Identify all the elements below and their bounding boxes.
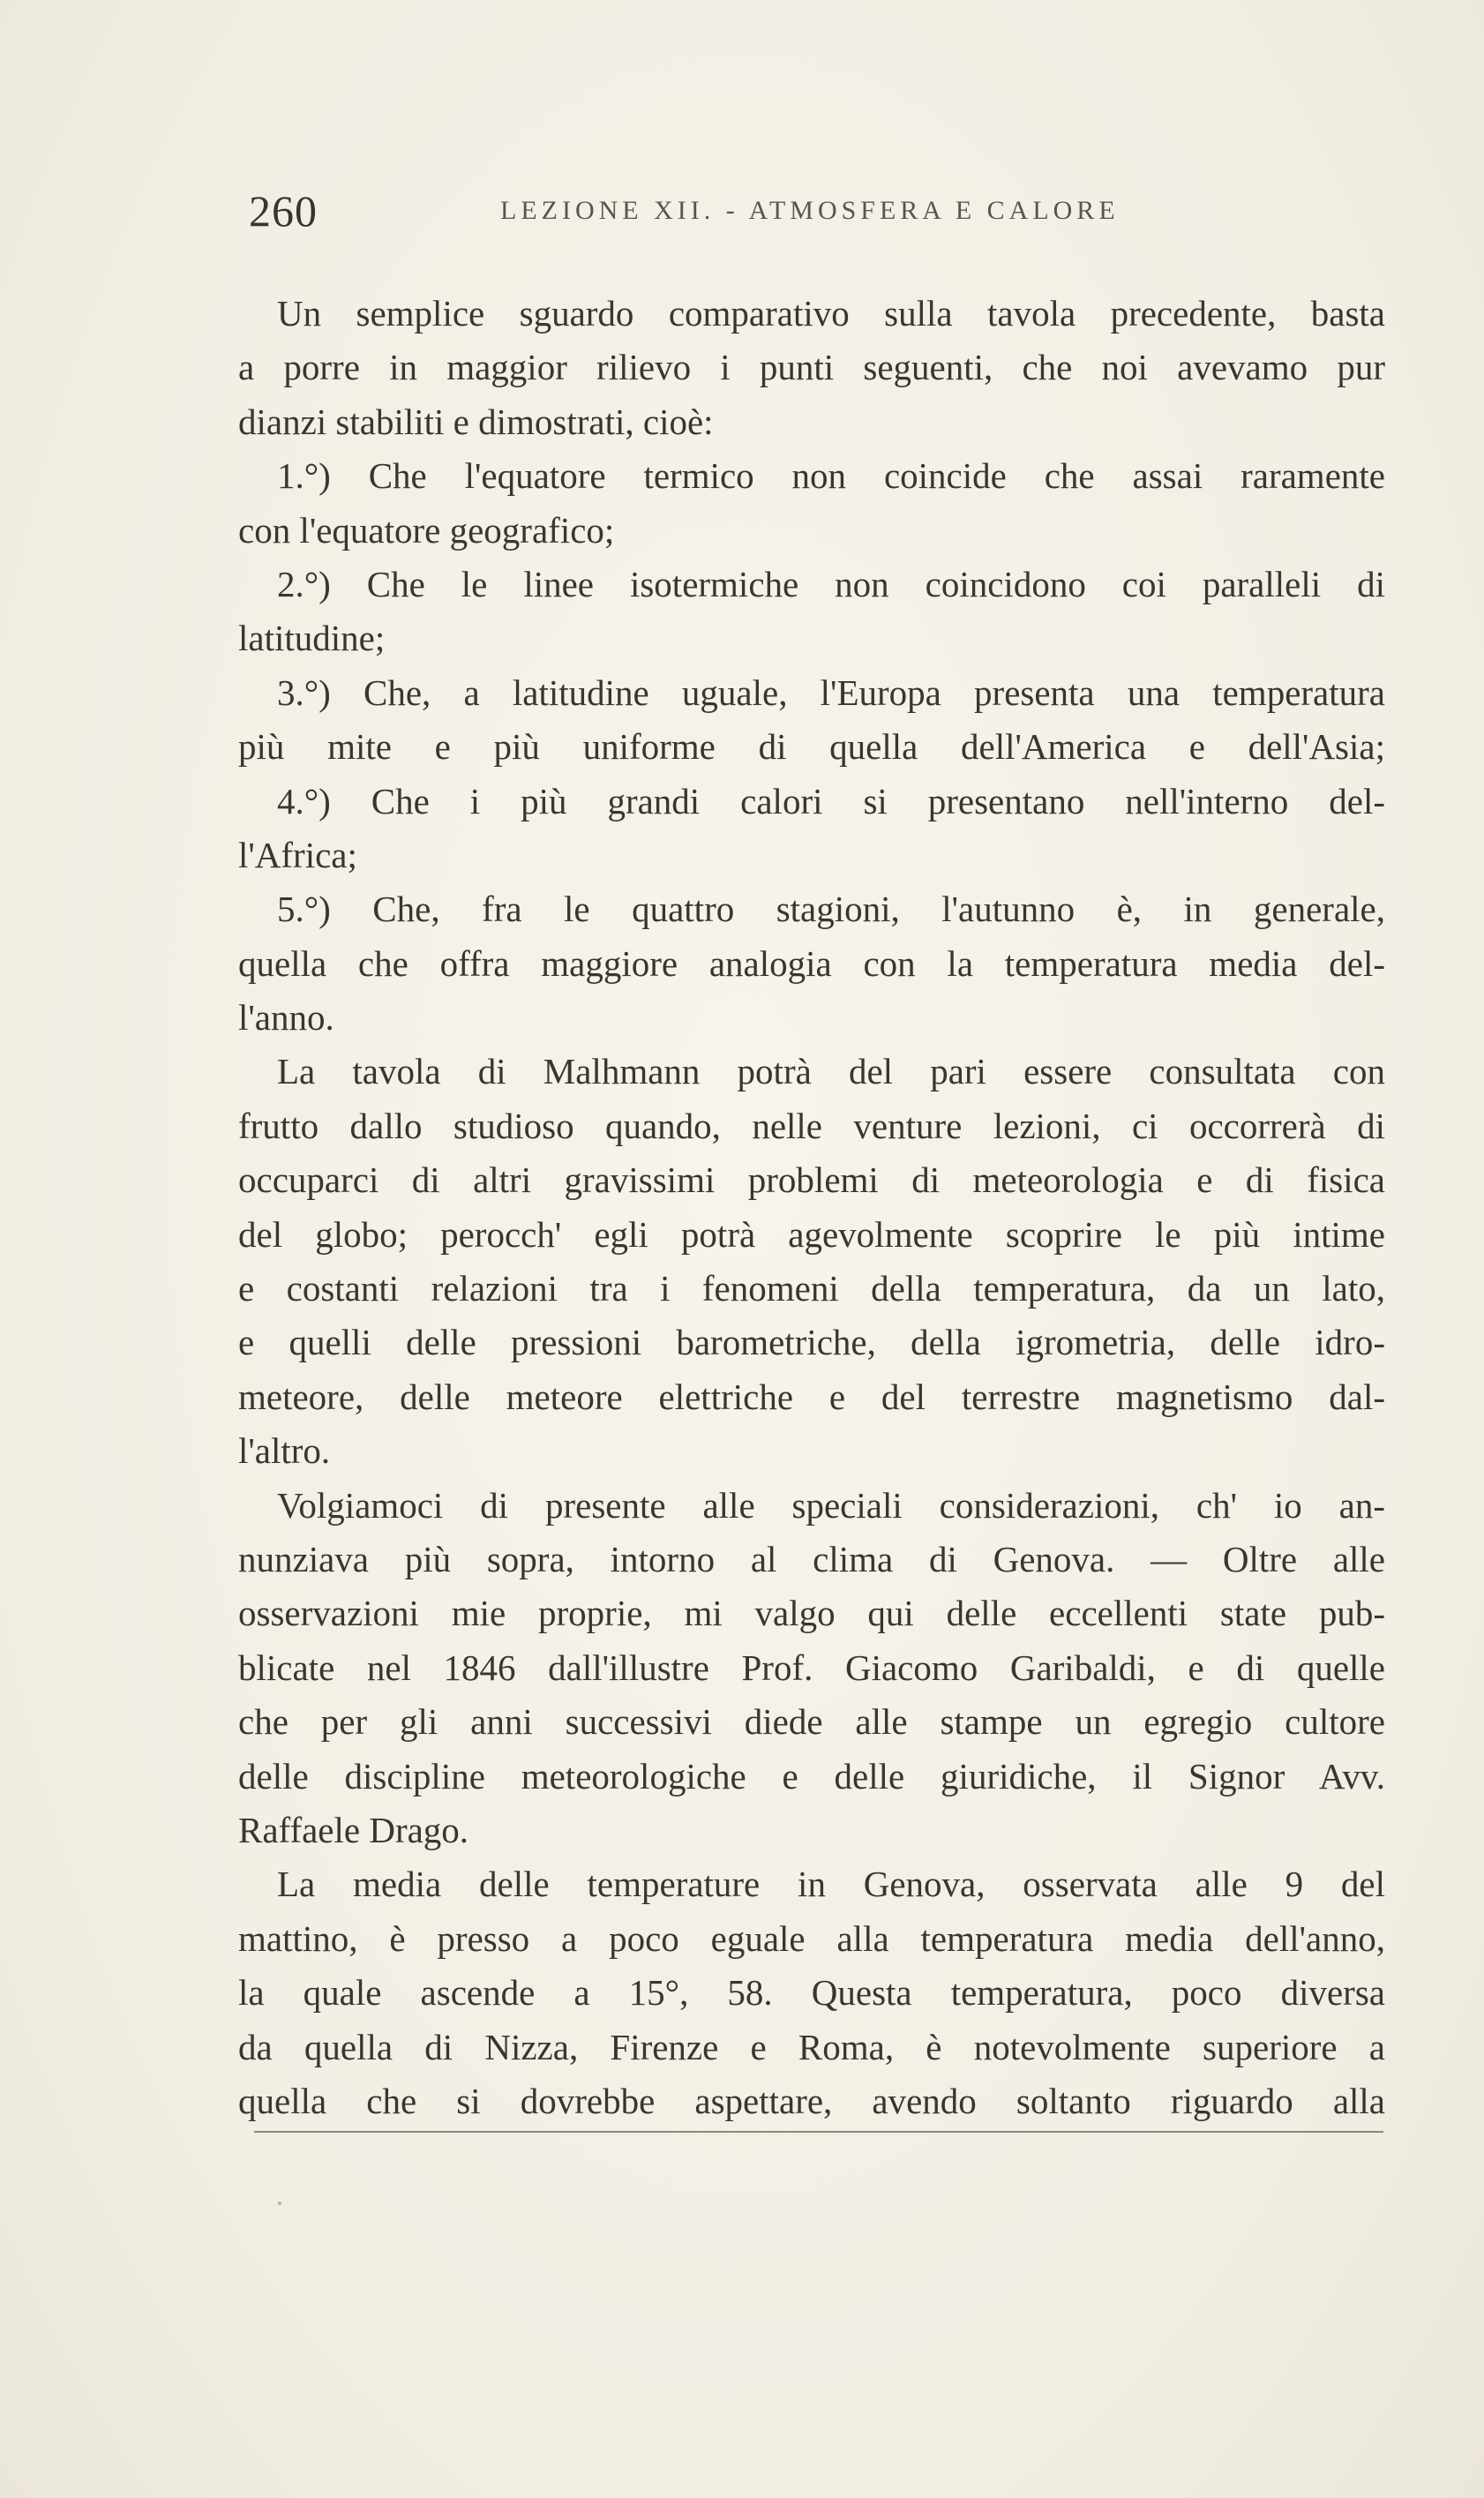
running-head [249, 185, 1396, 238]
text-line: e quelli delle pressioni barometriche, della igrometria, delle idro- [238, 1322, 1385, 1363]
text-line: meteore, delle meteore elettriche e del terrestre magnetismo dal- [238, 1376, 1385, 1417]
print-rule [254, 2131, 1383, 2133]
text-line: delle discipline meteorologiche e delle giuridiche, il Signor Avv. [238, 1755, 1385, 1797]
text-line: frutto dallo studioso quando, nelle venture lezioni, ci occorrerà di [238, 1105, 1385, 1146]
text-line: La tavola di Malhmann potrà del pari essere consultata con [277, 1051, 1385, 1092]
text-line: quella che offra maggiore analogia con la temperatura media del- [238, 942, 1385, 984]
text-line: da quella di Nizza, Firenze e Roma, è notevolmente superiore a [238, 2026, 1385, 2067]
text-line: La media delle temperature in Genova, osservata alle 9 del [277, 1864, 1385, 1905]
text-line: occuparci di altri gravissimi problemi di meteorologia e di fisica [238, 1159, 1385, 1201]
page-number: 260 [249, 186, 318, 236]
text-line: latitudine; [238, 618, 386, 659]
text-line: l'altro. [238, 1430, 331, 1472]
text-line: l'anno. [238, 997, 334, 1039]
text-line: 2.°) Che le linee isotermiche non coincidono coi paralleli di [277, 563, 1385, 604]
text-line: quella che si dovrebbe aspettare, avendo soltanto riguardo alla [238, 2080, 1385, 2121]
text-line: e costanti relazioni tra i fenomeni della temperatura, da un lato, [238, 1268, 1385, 1309]
text-line: nunziava più sopra, intorno al clima di Genova. — Oltre alle [238, 1538, 1385, 1579]
text-line: del globo; perocch' egli potrà agevolmente scoprire le più intime [238, 1213, 1385, 1255]
text-line: 4.°) Che i più grandi calori si presentano nell'interno del- [277, 780, 1385, 821]
text-line: dianzi stabiliti e dimostrati, cioè: [238, 401, 714, 442]
text-line: 1.°) Che l'equatore termico non coincide che assai raramente [277, 455, 1385, 497]
text-line: l'Africa; [238, 834, 357, 875]
text-line: a porre in maggior rilievo i punti seguenti, che noi avevamo pur [238, 347, 1385, 388]
text-line: mattino, è presso a poco eguale alla temperatura media dell'anno, [238, 1917, 1385, 1959]
text-line: con l'equatore geografico; [238, 509, 615, 551]
text-line: 3.°) Che, a latitudine uguale, l'Europa presenta una temperatura [277, 671, 1385, 713]
paper-fleck [278, 2202, 281, 2205]
text-line: più mite e più uniforme di quella dell'America e dell'Asia; [238, 726, 1385, 768]
text-line: osservazioni mie proprie, mi valgo qui delle eccellenti state pub- [238, 1593, 1385, 1634]
text-line: la quale ascende a 15°, 58. Questa temperatura, poco diversa [238, 1972, 1385, 2014]
text-line: blicate nel 1846 dall'illustre Prof. Giacomo Garibaldi, e di quelle [238, 1647, 1385, 1688]
text-line: Raffaele Drago. [238, 1809, 469, 1850]
text-line: Un semplice sguardo comparativo sulla tavola precedente, basta [277, 293, 1385, 334]
text-line: 5.°) Che, fra le quattro stagioni, l'autunno è, in generale, [277, 889, 1385, 930]
text-line: che per gli anni successivi diede alle stampe un egregio cultore [238, 1701, 1385, 1743]
text-line: Volgiamoci di presente alle speciali considerazioni, ch' io an- [277, 1484, 1385, 1526]
running-title: LEZIONE XII. - ATMOSFERA E CALORE [500, 196, 1120, 225]
body-text [238, 287, 1385, 2128]
